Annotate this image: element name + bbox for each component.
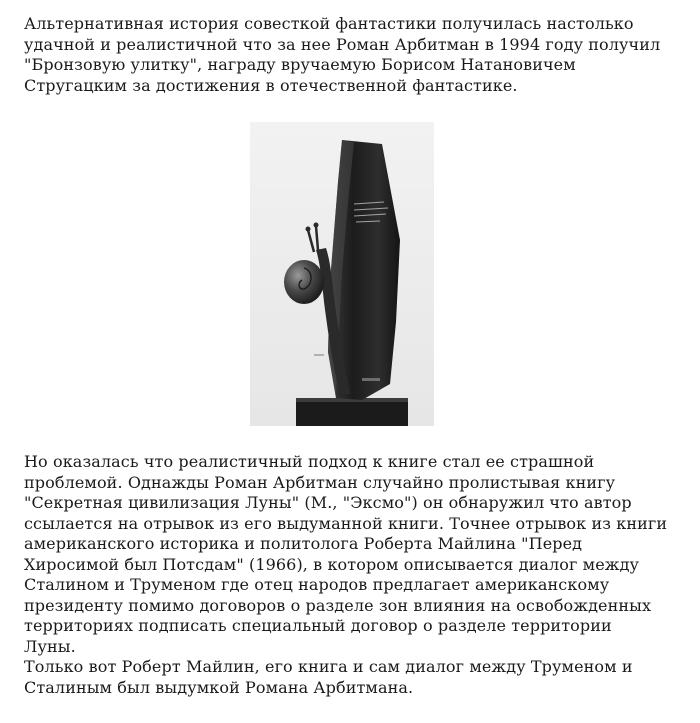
body-line: Сталином и Труменом где отец народов предлагает американскому xyxy=(24,575,610,594)
body-line: президенту помимо договоров о разделе зон влияния на освобожденных xyxy=(24,595,652,615)
body-line: проблемой. Однажды Роман Арбитман случайно пролистывая книгу xyxy=(24,472,616,492)
body-line: территориях подписать специальный договор о разделе территории xyxy=(24,616,612,635)
intro-line: "Бронзовую улитку", награду вручаемую Борисом Натановичем xyxy=(24,55,576,74)
body-line: Только вот Роберт Майлин, его книга и сам диалог между Труменом и xyxy=(24,657,633,676)
body-line: Но оказалась что реалистичный подход к книге стал ее страшной xyxy=(24,452,595,471)
snail-shell xyxy=(284,260,324,304)
bronze-snail-award-photo xyxy=(250,122,434,426)
intro-line: Стругацким за достижения в отечественной фантастике. xyxy=(24,75,518,95)
pedestal-base xyxy=(296,398,408,426)
body-line: ссылается на отрывок из его выдуманной книги. Точнее отрывок из книги xyxy=(24,513,668,533)
body-line: Луны. xyxy=(24,636,76,656)
body-line: американского историка и политолога Роберта Майлина "Перед xyxy=(24,534,583,553)
intro-paragraph xyxy=(24,14,680,96)
intro-line: Альтернативная история совесткой фантастики получилась настолько xyxy=(24,14,634,33)
body-line: Хиросимой был Потсдам" (1966), в котором описывается диалог между xyxy=(24,554,640,574)
body-line: "Секретная цивилизация Луны" (М., "Эксмо") он обнаружил что автор xyxy=(24,493,632,512)
body-line: Сталиным был выдумкой Романа Арбитмана. xyxy=(24,677,414,697)
intro-line: удачной и реалистичной что за нее Роман Арбитман в 1994 году получил xyxy=(24,34,661,54)
body-paragraph xyxy=(24,452,680,698)
bronze-snail-statue-image xyxy=(250,122,434,426)
